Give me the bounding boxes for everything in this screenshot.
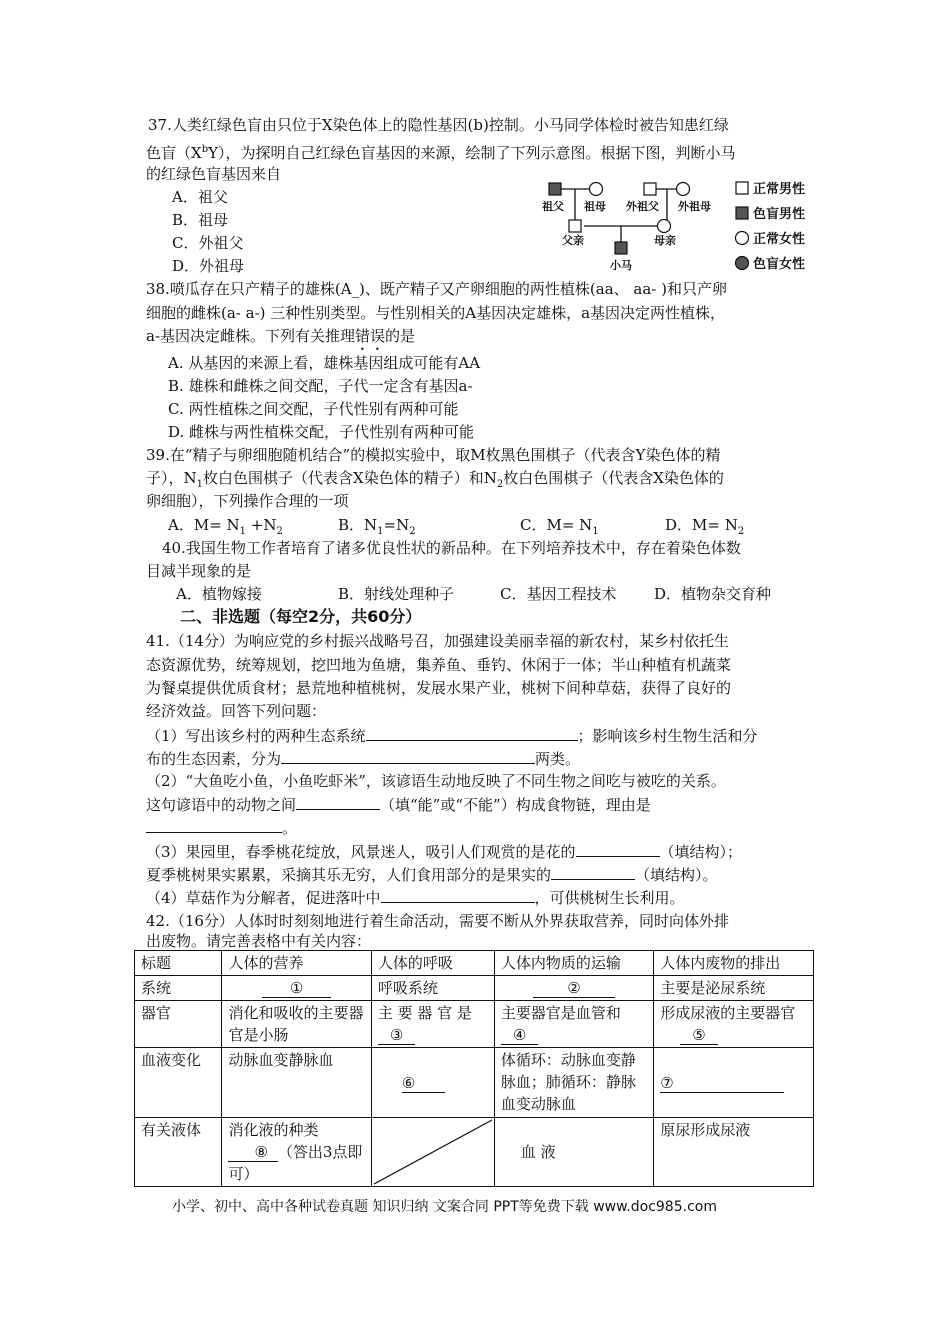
label-grandmother: 祖母 xyxy=(584,200,606,213)
q39-opt-b-sub2: 2 xyxy=(409,526,416,537)
q41-p3b: （填结构）； xyxy=(659,843,743,861)
q39-opt-b-sub1: 1 xyxy=(377,526,384,537)
q39-opt-d-text: D．M= N xyxy=(665,516,738,534)
blank-marker-1: ① xyxy=(262,979,331,998)
blank-marker-2: ② xyxy=(533,979,614,998)
q39-opt-a-text2: +N xyxy=(246,516,277,534)
table-header: 人体内废物的排出 xyxy=(654,951,814,976)
q37-line3: 的红绿色盲基因来自 xyxy=(146,165,282,183)
cell-blank-6[interactable] xyxy=(371,1048,494,1118)
q41-part4 xyxy=(146,886,685,909)
q41-p2d: 。 xyxy=(282,819,298,837)
q41-blank-6[interactable] xyxy=(551,863,635,880)
legend-normal-female-icon xyxy=(736,232,749,245)
q41-part1-line2 xyxy=(146,747,580,770)
cell-blank-3[interactable] xyxy=(371,1001,494,1048)
fluid-digestive-text: 消化液的种类 xyxy=(228,1121,319,1139)
q37-line2-pre: 色盲（X xyxy=(146,144,202,162)
q39-sub-1: 1 xyxy=(196,479,204,490)
blank-marker-4: ④ xyxy=(501,1026,538,1045)
table-header: 人体内物质的运输 xyxy=(494,951,653,976)
q39-opt-c-sub1: 1 xyxy=(592,526,599,537)
q39-line2-b: 枚白色围棋子（代表含X染色体的精子）和N xyxy=(203,469,497,487)
legend-colorblind-female: 色盲女性 xyxy=(753,257,806,272)
q37-line2-sup: b xyxy=(201,144,209,155)
q41-part1-line1 xyxy=(146,724,758,747)
organ-transport-text: 主要器官是血管和 xyxy=(500,1004,621,1022)
q40-option-a: A．植物嫁接 xyxy=(176,585,262,603)
cell-circulation: 体循环：动脉血变静脉血；肺循环：静脉血变动脉血 xyxy=(494,1048,653,1118)
q41-part3-line2 xyxy=(146,863,718,886)
q37-line2-post: Y），为探明自己红绿色盲基因的来源，绘制了下列示意图。根据下图，判断小马 xyxy=(208,144,736,162)
legend-colorblind-male-icon xyxy=(736,207,748,219)
q37-option-c: C．外祖父 xyxy=(172,234,244,252)
blank-marker-8: ⑧ xyxy=(228,1143,277,1162)
cell-blank-5[interactable] xyxy=(654,1001,814,1048)
cell-artery-to-vein: 动脉血变静脉血 xyxy=(222,1048,371,1118)
cell-blank-1[interactable] xyxy=(222,976,371,1001)
q38-line1: 38.喷瓜存在只产精子的雄株(A_)、既产精子又产卵细胞的两性植株(aa、 aa- )和只产卵 xyxy=(146,280,727,298)
q41-blank-4[interactable] xyxy=(146,816,282,833)
q41-blank-3[interactable] xyxy=(296,793,380,810)
row-label-blood: 血液变化 xyxy=(135,1048,222,1118)
label-grandfather: 祖父 xyxy=(542,200,564,213)
q41-blank-2[interactable] xyxy=(281,747,535,764)
q39-line2-c: 枚白色围棋子（代表含X染色体的 xyxy=(503,469,724,487)
q39-opt-a-text: A．M= N xyxy=(168,516,240,534)
blank-marker-6: ⑥ xyxy=(402,1074,445,1093)
row-label-organ: 器官 xyxy=(135,1001,222,1048)
q41-p2c: （填“能”或“不能”）构成食物链，理由是 xyxy=(380,796,651,814)
pedigree-diagram xyxy=(540,176,830,276)
organ-resp-text: 主 要 器 官 是 xyxy=(377,1004,472,1022)
q38-emphasis: 错误 xyxy=(355,327,386,345)
q38-option-d: D. 雌株与两性植株交配，子代性别有两种可能 xyxy=(168,423,475,441)
table-header: 人体的营养 xyxy=(222,951,371,976)
q39-opt-d-sub2: 2 xyxy=(737,526,745,537)
label-mother: 母亲 xyxy=(654,234,676,247)
q41-line3: 为餐桌提供优质食材；悬荒地种植桃树，发展水果产业，桃树下间种草菇，获得了良好的 xyxy=(146,679,732,697)
row-label-system: 系统 xyxy=(135,976,222,1001)
blank-marker-5: ⑤ xyxy=(680,1026,717,1045)
q37-line1: 37.人类红绿色盲由只位于X染色体上的隐性基因(b)控制。小马同学体检时被告知患红绿 xyxy=(148,116,729,134)
q40-option-d: D．植物杂交育种 xyxy=(654,585,772,603)
fluid-hint-text: （答出3点即可） xyxy=(228,1143,363,1183)
q38-option-a: A. 从基因的来源上看，雄株基因组成可能有AA xyxy=(168,354,481,372)
cell-blood: 血 液 xyxy=(494,1118,653,1187)
q41-p1a: （1）写出该乡村的两种生态系统 xyxy=(146,727,366,745)
cell-small-intestine: 消化和吸收的主要器官是小肠 xyxy=(222,1001,371,1048)
cell-blank-7[interactable] xyxy=(654,1048,814,1118)
q39-opt-b-text: B．N xyxy=(338,516,378,534)
q40-option-c: C．基因工程技术 xyxy=(500,585,617,603)
blank-marker-7: ⑦ xyxy=(660,1074,783,1093)
mat-grandmother-symbol xyxy=(677,183,690,196)
cell-diagonal xyxy=(371,1118,494,1187)
q40-line1: 40.我国生物工作者培育了诸多优良性状的新品种。在下列培养技术中，存在着染色体数 xyxy=(162,539,741,557)
cell-blank-8[interactable] xyxy=(222,1118,371,1187)
legend-colorblind-male: 色盲男性 xyxy=(753,207,806,222)
xiaoma-symbol xyxy=(615,242,627,254)
q38-line3-post: 的是 xyxy=(385,327,416,345)
q40-option-b: B．射线处理种子 xyxy=(338,585,455,603)
legend-normal-male-icon xyxy=(736,182,748,194)
q39-opt-a-sub1: 1 xyxy=(239,526,247,537)
q39-opt-c-text: C．M= N xyxy=(520,516,593,534)
q41-p1c: 布的生态因素，分为 xyxy=(146,750,282,768)
mat-grandfather-symbol xyxy=(644,183,656,195)
table-row xyxy=(135,1118,814,1187)
q39-line3: 卵细胞），下列操作合理的一项 xyxy=(146,492,349,510)
cell-blank-2[interactable] xyxy=(494,976,653,1001)
q41-line1: 41.（14分）为响应党的乡村振兴战略号召，加强建设美丽幸福的新农村，某乡村依托生 xyxy=(146,632,729,650)
table-row xyxy=(135,1048,814,1118)
cell-urinary-system: 主要是泌尿系统 xyxy=(654,976,814,1001)
father-symbol xyxy=(569,220,581,232)
q41-p3d: （填结构）。 xyxy=(635,866,718,884)
q38-option-b: B. 雄株和雌株之间交配，子代一定含有基因a- xyxy=(168,377,473,395)
section-2-heading: 二、非选题（每空2分，共60分） xyxy=(180,607,422,626)
legend-normal-female: 正常女性 xyxy=(753,232,806,247)
table-header-row xyxy=(135,951,814,976)
q42-line2: 出废物。请完善表格中有关内容： xyxy=(146,932,372,950)
label-mat-grandfather: 外祖父 xyxy=(626,200,659,213)
organ-excretion-text: 形成尿液的主要器官 xyxy=(660,1004,796,1022)
q41-p1b: ；影响该乡村生物生活和分 xyxy=(577,727,758,745)
diagonal-line xyxy=(372,1118,494,1186)
footer-text: 小学、初中、高中各种试卷真题 知识归纳 文案合同 PPT等免费下载 www.doc985.com xyxy=(172,1199,717,1215)
mother-symbol xyxy=(658,220,671,233)
q37-line2 xyxy=(146,139,736,164)
q41-p1d: 两类。 xyxy=(535,750,581,768)
table-row xyxy=(135,1001,814,1048)
q37-option-d: D．外祖母 xyxy=(172,257,245,275)
q42-table xyxy=(134,950,814,1187)
q41-part2-line3 xyxy=(146,816,297,839)
q41-p4a: （4）草菇作为分解者，促进落叶中 xyxy=(146,889,381,907)
q41-p4b: ，可供桃树生长利用。 xyxy=(534,889,685,907)
q37-option-b: B．祖母 xyxy=(172,211,229,229)
cell-respiratory-system: 呼吸系统 xyxy=(371,976,494,1001)
q40-line2: 目减半现象的是 xyxy=(146,562,252,580)
q38-line3 xyxy=(146,325,415,354)
grandfather-symbol xyxy=(549,183,561,195)
q37-option-a: A．祖父 xyxy=(172,188,228,206)
label-mat-grandmother: 外祖母 xyxy=(678,200,711,213)
row-label-fluid: 有关液体 xyxy=(135,1118,222,1187)
q41-p3a: （3）果园里，春季桃花绽放，风景迷人，吸引人们观赏的是花的 xyxy=(146,843,576,861)
q41-line4: 经济效益。回答下列问题： xyxy=(146,702,327,720)
legend-colorblind-female-icon xyxy=(736,257,749,270)
legend-normal-male: 正常男性 xyxy=(753,182,806,197)
q42-line1: 42.（16分）人体时时刻刻地进行着生命活动，需要不断从外界获取营养，同时向体外排 xyxy=(146,912,729,930)
table-header: 人体的呼吸 xyxy=(371,951,494,976)
q39-opt-b-text2: =N xyxy=(383,516,410,534)
label-father: 父亲 xyxy=(562,234,584,247)
blank-marker-3: ③ xyxy=(378,1026,415,1045)
cell-urine: 原尿形成尿液 xyxy=(654,1118,814,1187)
q39-sub-2: 2 xyxy=(496,479,504,490)
q41-part2-line2 xyxy=(146,793,651,816)
q41-p2b: 这句谚语中的动物之间 xyxy=(146,796,297,814)
q39-line2-a: 子），N xyxy=(146,469,197,487)
q38-line3-pre: a-基因决定雌株。下列有关推理 xyxy=(146,327,356,345)
q41-line2: 态资源优势，统筹规划，挖凹地为鱼塘，集养鱼、垂钓、休闲于一体；半山种植有机蔬菜 xyxy=(146,656,732,674)
q38-line2: 细胞的雌株(a- a-) 三种性别类型。与性别相关的A基因决定雄株，a基因决定两性植株， xyxy=(146,304,726,322)
table-header: 标题 xyxy=(135,951,222,976)
q41-blank-5[interactable] xyxy=(576,840,660,857)
q39-opt-a-sub2: 2 xyxy=(276,526,283,537)
table-row xyxy=(135,976,814,1001)
q39-line1: 39.在“精子与卵细胞随机结合”的模拟实验中，取M枚黑色围棋子（代表含Y染色体的精 xyxy=(146,446,721,464)
q41-p3c: 夏季桃树果实累累，采摘其乐无穷，人们食用部分的是果实的 xyxy=(146,866,552,884)
label-xiaoma: 小马 xyxy=(610,259,632,272)
q38-option-c: C. 两性植株之间交配，子代性别有两种可能 xyxy=(168,400,459,418)
q41-part3-line1 xyxy=(146,840,742,863)
q41-blank-7[interactable] xyxy=(381,886,535,903)
cell-blank-4[interactable] xyxy=(494,1001,653,1048)
q41-blank-1[interactable] xyxy=(366,724,578,741)
q41-part2-line1: （2）“大鱼吃小鱼，小鱼吃虾米”，该谚语生动地反映了不同生物之间吃与被吃的关系。 xyxy=(146,772,726,790)
grandmother-symbol xyxy=(590,183,603,196)
